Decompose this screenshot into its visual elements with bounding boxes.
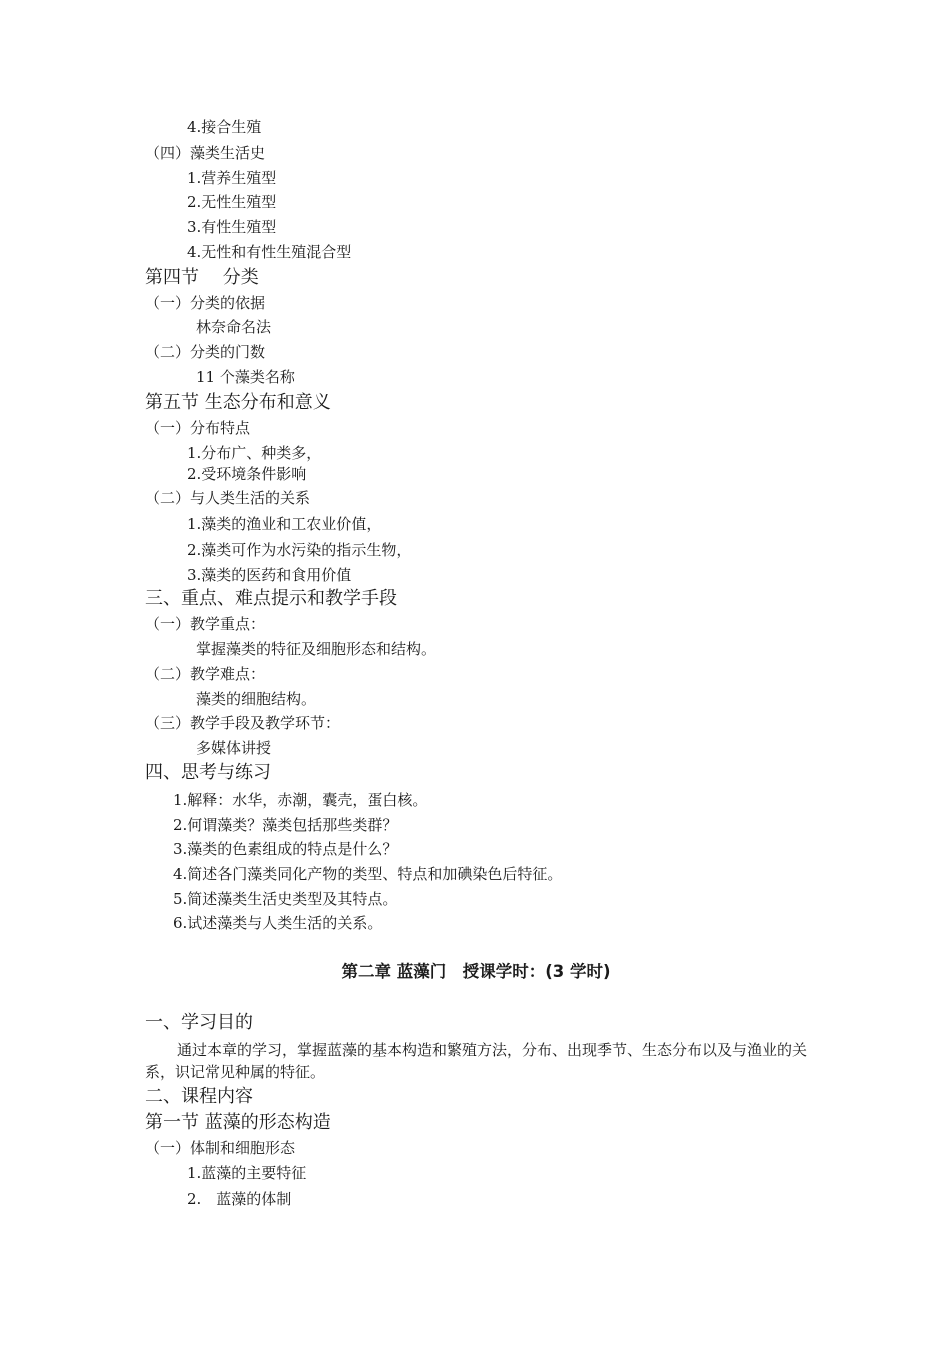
subsection-life-history: （四）藻类生活史 (145, 144, 266, 162)
item-conjugation: 4.接合生殖 (187, 118, 262, 136)
classification-basis: （一）分类的依据 (145, 294, 266, 312)
body-form-item: 1.蓝藻的主要特征 (187, 1164, 307, 1182)
human-relation-item: 1.藻类的渔业和工农业价值， (187, 515, 382, 533)
exercise-item: 6.试述藻类与人类生活的关系。 (173, 914, 383, 932)
section-4-title: 第四节 分类 (145, 267, 259, 288)
exercise-item: 2.何谓藻类？藻类包括那些类群？ (173, 816, 398, 834)
human-relation-item: 2.藻类可作为水污染的指示生物， (187, 541, 412, 559)
key-points-title: 三、重点、难点提示和教学手段 (145, 588, 397, 609)
exercise-item: 4.简述各门藻类同化产物的类型、特点和加碘染色后特征。 (173, 865, 563, 883)
learning-goal-text: 通过本章的学习，掌握蓝藻的基本构造和繁殖方法，分布、出现季节、生态分布以及与渔业的关系，识记常见种属的特征。 (145, 1041, 808, 1081)
body-form-item: 2. 蓝藻的体制 (187, 1190, 292, 1208)
body-form-subsection: （一）体制和细胞形态 (145, 1139, 296, 1157)
human-relation-item: 3.藻类的医药和食用价值 (187, 566, 352, 584)
distribution-item: 1.分布广、种类多， (187, 444, 322, 462)
exercise-item: 1.解释：水华，赤潮，囊壳，蛋白核。 (173, 791, 428, 809)
classification-phyla: （二）分类的门数 (145, 343, 266, 361)
life-history-item: 4.无性和有性生殖混合型 (187, 243, 352, 261)
teaching-focus: （一）教学重点： (145, 615, 266, 633)
life-history-item: 2.无性生殖型 (187, 193, 277, 211)
classification-phyla-text: 11 个藻类名称 (196, 368, 295, 386)
teaching-difficulty-text: 藻类的细胞结构。 (196, 690, 317, 708)
section-5-title: 第五节 生态分布和意义 (145, 392, 331, 413)
exercises-title: 四、思考与练习 (145, 762, 271, 783)
exercise-item: 5.简述藻类生活史类型及其特点。 (173, 890, 398, 908)
distribution-features: （一）分布特点 (145, 419, 251, 437)
exercise-item: 3.藻类的色素组成的特点是什么？ (173, 840, 398, 858)
teaching-difficulty: （二）教学难点： (145, 665, 266, 683)
human-relation: （二）与人类生活的关系 (145, 489, 311, 507)
course-content-title: 二、课程内容 (145, 1086, 253, 1107)
distribution-item: 2.受环境条件影响 (187, 465, 307, 483)
teaching-focus-text: 掌握藻类的特征及细胞形态和结构。 (196, 640, 437, 658)
chapter-title: 第二章 蓝藻门 授课学时：(3 学时) (341, 962, 611, 981)
learning-goal-title: 一、学习目的 (145, 1012, 253, 1033)
teaching-methods-text: 多媒体讲授 (196, 739, 272, 757)
section-1-title: 第一节 蓝藻的形态构造 (145, 1112, 331, 1133)
teaching-methods: （三）教学手段及教学环节： (145, 714, 341, 732)
life-history-item: 3.有性生殖型 (187, 218, 277, 236)
classification-basis-text: 林奈命名法 (196, 318, 272, 336)
life-history-item: 1.营养生殖型 (187, 169, 277, 187)
